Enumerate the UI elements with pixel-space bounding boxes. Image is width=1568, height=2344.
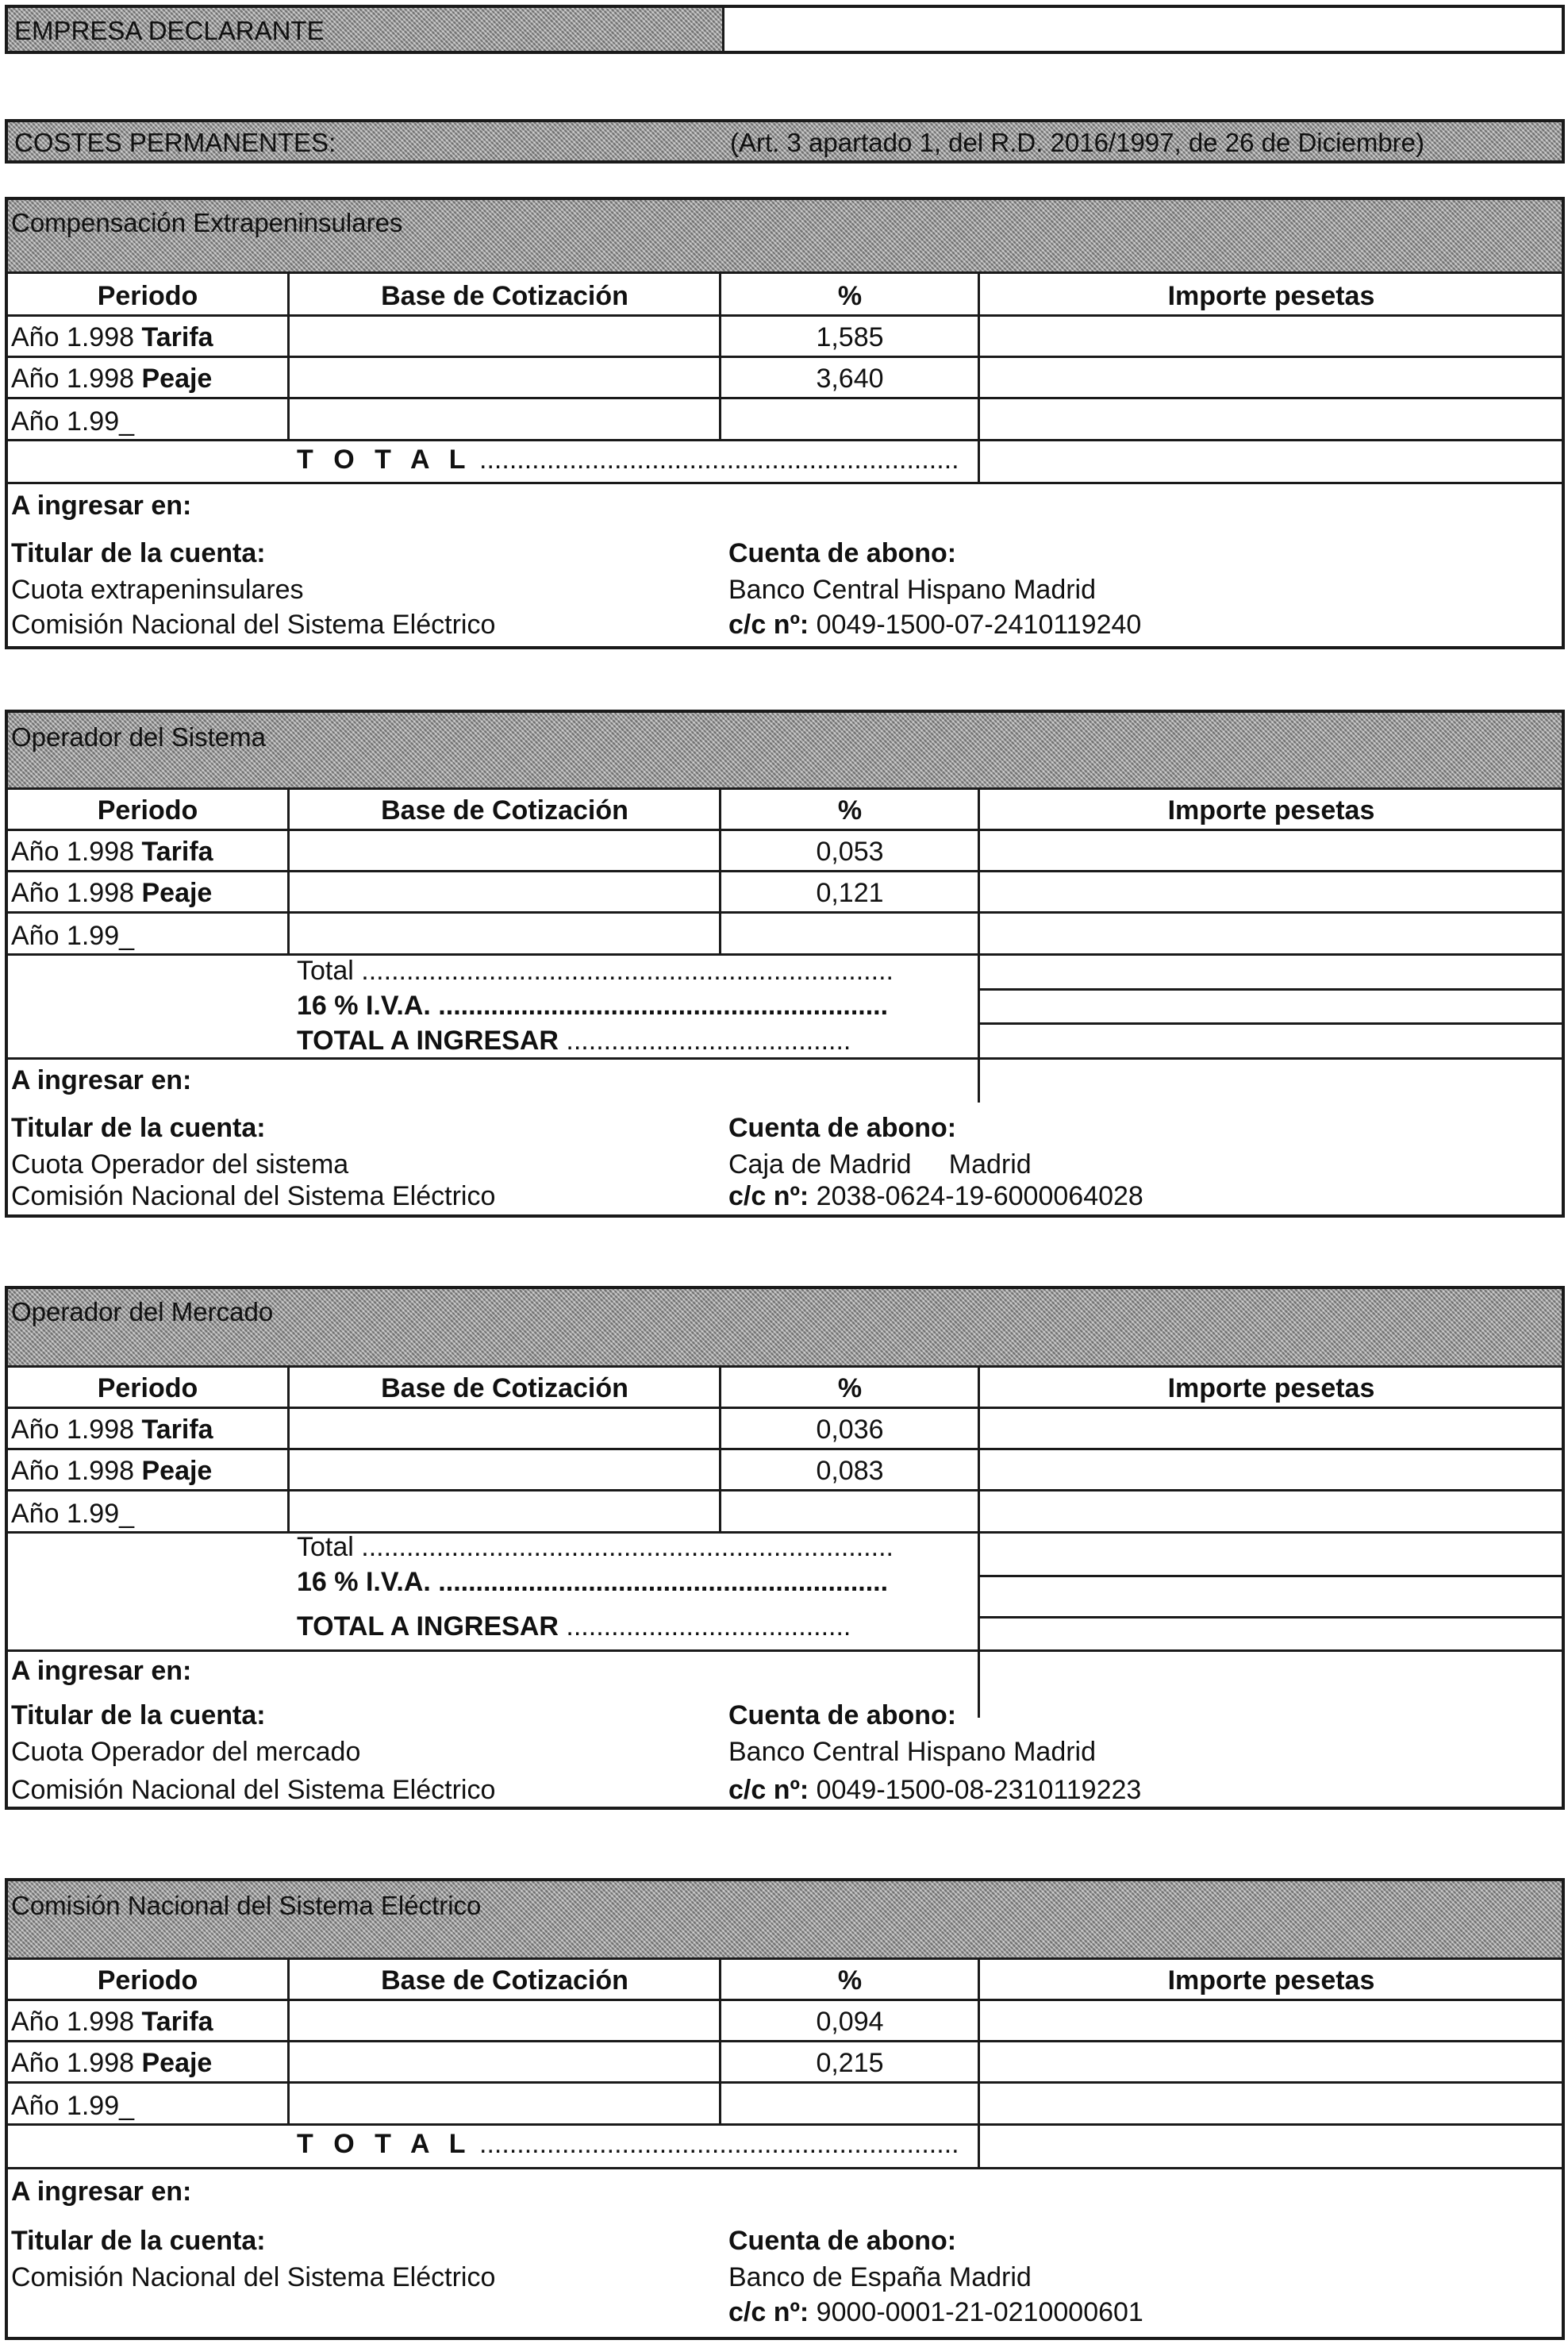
pct-peaje: 3,640 xyxy=(816,364,884,394)
col-pct: % xyxy=(837,1373,863,1403)
costes-reference: (Art. 3 apartado 1, del R.D. 2016/1997, de 26 de Diciembre) xyxy=(730,128,1424,157)
a-ingresar-label: A ingresar en: xyxy=(11,2177,192,2207)
titular-line-2: Comisión Nacional del Sistema Eléctrico xyxy=(11,1181,496,1211)
row-tarifa-label: Año 1.998 Tarifa xyxy=(11,1414,213,1445)
cuenta-label: Cuenta de abono: xyxy=(728,2226,957,2256)
account-number: c/c nº: 9000-0001-21-0210000601 xyxy=(728,2297,1143,2327)
row-peaje-label: Año 1.998 Peaje xyxy=(11,2048,213,2078)
total-ingresar-input[interactable] xyxy=(984,1025,1558,1055)
row-other-year-label: Año 1.99_ xyxy=(11,406,135,437)
account-number: c/c nº: 2038-0624-19-6000064028 xyxy=(728,1181,1143,1211)
a-ingresar-label: A ingresar en: xyxy=(11,491,192,521)
col-periodo: Periodo xyxy=(97,795,198,826)
pct-other-input[interactable] xyxy=(725,400,974,437)
pct-other-input[interactable] xyxy=(725,914,974,951)
bank-name: Caja de Madrid Madrid xyxy=(728,1149,1032,1180)
titular-line-1: Cuota Operador del mercado xyxy=(11,1737,361,1767)
bank-name: Banco Central Hispano Madrid xyxy=(728,1737,1097,1767)
base-other-input[interactable] xyxy=(294,2084,716,2121)
total-importe-input[interactable] xyxy=(984,2127,1558,2165)
total-row: T O T A L ................................................................ xyxy=(297,445,959,475)
iva-importe-input[interactable] xyxy=(984,991,1558,1021)
costes-label: COSTES PERMANENTES: xyxy=(14,128,336,157)
pct-tarifa: 0,053 xyxy=(816,837,884,867)
bank-name: Banco de España Madrid xyxy=(728,2262,1032,2292)
section-operador-mercado xyxy=(5,1286,1565,1810)
importe-peaje-input[interactable] xyxy=(984,873,1558,908)
titular-label: Titular de la cuenta: xyxy=(11,1113,266,1143)
section-extrapeninsulares xyxy=(5,197,1565,649)
importe-peaje-input[interactable] xyxy=(984,359,1558,394)
section-title-bar xyxy=(8,713,1562,787)
importe-other-input[interactable] xyxy=(984,1492,1558,1529)
col-pct: % xyxy=(837,281,863,311)
iva-row: 16 % I.V.A. ............................................................ xyxy=(297,1567,889,1597)
total-ingresar-input[interactable] xyxy=(984,1619,1558,1649)
pct-tarifa: 0,036 xyxy=(816,1414,884,1445)
row-tarifa-label: Año 1.998 Tarifa xyxy=(11,2007,213,2037)
pct-peaje: 0,215 xyxy=(816,2048,884,2078)
col-periodo: Periodo xyxy=(97,281,198,311)
section-title: Operador del Mercado xyxy=(11,1297,274,1326)
row-peaje-label: Año 1.998 Peaje xyxy=(11,878,213,908)
importe-peaje-input[interactable] xyxy=(984,2043,1558,2078)
titular-label: Titular de la cuenta: xyxy=(11,2226,266,2256)
iva-row: 16 % I.V.A. ............................................................ xyxy=(297,991,889,1021)
account-number: c/c nº: 0049-1500-07-2410119240 xyxy=(728,610,1142,640)
account-number: c/c nº: 0049-1500-08-2310119223 xyxy=(728,1775,1142,1805)
importe-other-input[interactable] xyxy=(984,400,1558,437)
row-peaje-label: Año 1.998 Peaje xyxy=(11,1456,213,1486)
section-title-bar xyxy=(8,1881,1562,1957)
cuenta-label: Cuenta de abono: xyxy=(728,1700,957,1730)
base-tarifa-input[interactable] xyxy=(294,832,716,867)
pct-peaje: 0,083 xyxy=(816,1456,884,1486)
empresa-label: EMPRESA DECLARANTE xyxy=(14,16,325,45)
row-other-year-label: Año 1.99_ xyxy=(11,2091,135,2121)
section-title-bar xyxy=(8,200,1562,271)
total-row: Total ....................................................................... xyxy=(297,956,894,986)
importe-peaje-input[interactable] xyxy=(984,1451,1558,1486)
importe-other-input[interactable] xyxy=(984,914,1558,951)
col-importe: Importe pesetas xyxy=(1167,1965,1375,1996)
base-peaje-input[interactable] xyxy=(294,873,716,908)
base-other-input[interactable] xyxy=(294,914,716,951)
col-base: Base de Cotización xyxy=(381,795,628,826)
titular-line-2: Comisión Nacional del Sistema Eléctrico xyxy=(11,610,496,640)
section-title-bar xyxy=(8,1289,1562,1365)
pct-other-input[interactable] xyxy=(725,2084,974,2121)
a-ingresar-label: A ingresar en: xyxy=(11,1656,192,1686)
base-tarifa-input[interactable] xyxy=(294,1410,716,1445)
row-peaje-label: Año 1.998 Peaje xyxy=(11,364,213,394)
row-tarifa-label: Año 1.998 Tarifa xyxy=(11,322,213,352)
col-periodo: Periodo xyxy=(97,1373,198,1403)
section-operador-sistema xyxy=(5,710,1565,1218)
pct-tarifa: 0,094 xyxy=(816,2007,884,2037)
importe-other-input[interactable] xyxy=(984,2084,1558,2121)
bank-name: Banco Central Hispano Madrid xyxy=(728,575,1097,605)
col-base: Base de Cotización xyxy=(381,1373,628,1403)
pct-peaje: 0,121 xyxy=(816,878,884,908)
cuenta-label: Cuenta de abono: xyxy=(728,1113,957,1143)
a-ingresar-label: A ingresar en: xyxy=(11,1065,192,1095)
empresa-input[interactable] xyxy=(727,11,1560,48)
row-other-year-label: Año 1.99_ xyxy=(11,921,135,951)
empresa-label-cell xyxy=(8,8,722,51)
importe-tarifa-input[interactable] xyxy=(984,1410,1558,1445)
base-peaje-input[interactable] xyxy=(294,1451,716,1486)
col-importe: Importe pesetas xyxy=(1167,281,1375,311)
titular-line-1: Cuota extrapeninsulares xyxy=(11,575,304,605)
total-ingresar-row: TOTAL A INGRESAR ...................................... xyxy=(297,1611,851,1642)
costes-permanentes-bar xyxy=(5,119,1565,164)
importe-tarifa-input[interactable] xyxy=(984,318,1558,352)
total-row: T O T A L ................................................................ xyxy=(297,2129,959,2159)
row-other-year-label: Año 1.99_ xyxy=(11,1499,135,1529)
total-importe-input[interactable] xyxy=(984,956,1558,986)
col-base: Base de Cotización xyxy=(381,1965,628,1996)
pct-tarifa: 1,585 xyxy=(816,322,884,352)
section-title: Compensación Extrapeninsulares xyxy=(11,208,403,237)
iva-importe-input[interactable] xyxy=(984,1578,1558,1613)
importe-tarifa-input[interactable] xyxy=(984,832,1558,867)
section-title: Comisión Nacional del Sistema Eléctrico xyxy=(11,1891,482,1920)
col-importe: Importe pesetas xyxy=(1167,795,1375,826)
total-ingresar-row: TOTAL A INGRESAR ...................................... xyxy=(297,1026,851,1056)
col-pct: % xyxy=(837,795,863,826)
base-peaje-input[interactable] xyxy=(294,359,716,394)
cuenta-label: Cuenta de abono: xyxy=(728,538,957,568)
titular-line-1: Cuota Operador del sistema xyxy=(11,1149,349,1180)
total-importe-input[interactable] xyxy=(984,442,1558,479)
total-row: Total ....................................................................... xyxy=(297,1532,894,1562)
section-title: Operador del Sistema xyxy=(11,722,266,752)
base-other-input[interactable] xyxy=(294,1492,716,1529)
col-importe: Importe pesetas xyxy=(1167,1373,1375,1403)
base-peaje-input[interactable] xyxy=(294,2043,716,2078)
titular-label: Titular de la cuenta: xyxy=(11,538,266,568)
section-cnse xyxy=(5,1878,1565,2340)
row-tarifa-label: Año 1.998 Tarifa xyxy=(11,837,213,867)
base-tarifa-input[interactable] xyxy=(294,2002,716,2037)
col-periodo: Periodo xyxy=(97,1965,198,1996)
titular-label: Titular de la cuenta: xyxy=(11,1700,266,1730)
pct-other-input[interactable] xyxy=(725,1492,974,1529)
empresa-declarante-box xyxy=(5,5,1565,54)
base-tarifa-input[interactable] xyxy=(294,318,716,352)
col-base: Base de Cotización xyxy=(381,281,628,311)
titular-line-1: Comisión Nacional del Sistema Eléctrico xyxy=(11,2262,496,2292)
importe-tarifa-input[interactable] xyxy=(984,2002,1558,2037)
total-importe-input[interactable] xyxy=(984,1534,1558,1572)
base-other-input[interactable] xyxy=(294,400,716,437)
titular-line-2: Comisión Nacional del Sistema Eléctrico xyxy=(11,1775,496,1805)
col-pct: % xyxy=(837,1965,863,1996)
